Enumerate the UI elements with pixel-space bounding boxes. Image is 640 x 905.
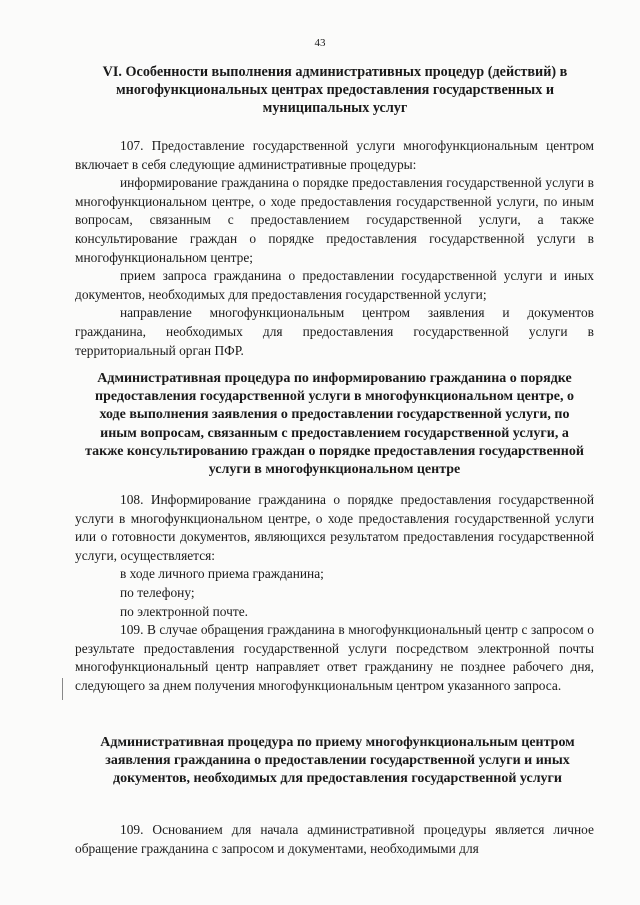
- paragraph-109-response: 109. В случае обращения гражданина в многофункциональный центр с запросом о результате предоставления государственной услуги посредством электронной почты многофункциональный центр направляет ответ гражданину не позднее рабочего дня, следующего за днем получения многофункциональным центром указанного запроса.: [75, 622, 594, 693]
- list-item-informing: информирование гражданина о порядке предоставления государственной услуги в многофункциональном центре, о ходе предоставления государственной услуги, по иным вопросам, связанным с предоставлением государственной услуги, а также консультирование граждан о порядке предоставления государственной услуги в многофункциональном центре;: [75, 175, 594, 265]
- list-item-reception: прием запроса гражданина о предоставлении государственной услуги и иных документов, необходимых для предоставления государственной услуги;: [75, 268, 594, 302]
- list-item-personal: в ходе личного приема гражданина;: [120, 566, 324, 582]
- section-108: [75, 491, 594, 696]
- paragraph-108: 108. Информирование гражданина о порядке предоставления государственной услуги в многофункциональном центре, о ходе предоставления государственной услуги или о готовности документов, являющихся результатом предоставления государственной услуги, осуществляется:: [75, 492, 594, 563]
- margin-mark: [62, 678, 63, 700]
- procedure-heading-informing: Административная процедура по информированию гражданина о порядке предоставления государственной услуги в многофункциональном центре, о ходе выполнения заявления о предоставлении государственной услуги, по иным вопросам, связанным с предоставлением государственной услуги, а также консультированию граждан о порядке предоставления государственной услуги в многофункциональном центре: [85, 371, 584, 478]
- section-heading: VI. Особенности выполнения административных процедур (действий) в многофункциональных центрах предоставления государственных и муниципальных услуг: [102, 64, 568, 116]
- list-item-email: по электронной почте.: [120, 603, 249, 619]
- page-number: 43: [314, 37, 326, 49]
- section-107: [75, 137, 594, 360]
- section-109: [75, 821, 594, 858]
- paragraph-107: 107. Предоставление государственной услуги многофункциональным центром включает в себя следующие административные процедуры:: [75, 138, 594, 172]
- list-item-sending: направление многофункциональным центром заявления и документов гражданина, необходимых для предоставления государственной услуги в территориальный орган ПФР.: [75, 305, 594, 358]
- list-item-phone: по телефону;: [120, 584, 195, 600]
- procedure-heading-reception: Административная процедура по приему многофункциональным центром заявления гражданина о предоставлении государственной услуги и иных документов, необходимых для предоставления государственной услуги: [100, 735, 575, 787]
- paragraph-109-basis: 109. Основанием для начала административной процедуры является личное обращение гражданина с запросом и документами, необходимыми для: [75, 822, 594, 856]
